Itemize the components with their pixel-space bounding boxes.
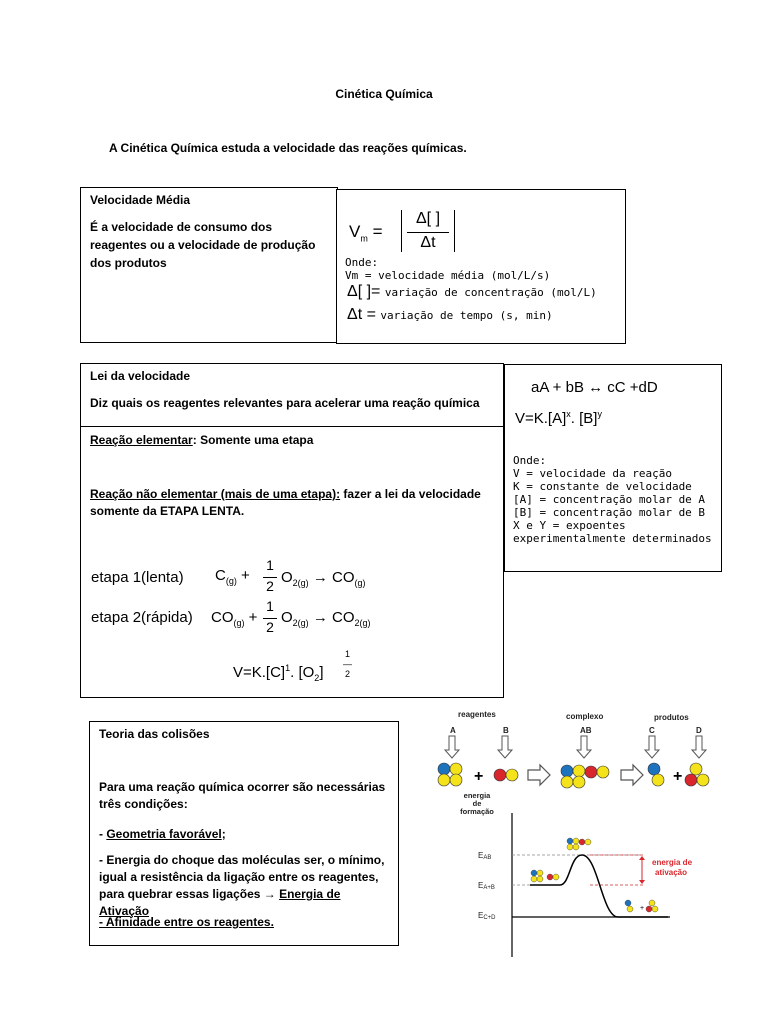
intro-text: A Cinética Química estuda a velocidade das reações químicas. [109, 141, 467, 155]
rate-law: $V=K.[A]^x$. $[B]^y$ [515, 409, 602, 427]
svg-text:+: + [474, 768, 484, 785]
etapa1-label: etapa 1(lenta) [91, 569, 184, 586]
etapa2-co: $CO_{(g)}$ + [211, 609, 258, 628]
onde-label: Onde: [345, 256, 379, 269]
velocidade-media-formula-box [336, 189, 626, 344]
lei-onde: Onde: [513, 454, 547, 467]
label-complexo: complexo [566, 712, 604, 721]
arrow-right-1 [528, 765, 550, 785]
arrow-down-c [645, 736, 659, 758]
collision-figure [430, 705, 720, 965]
graph-molecules [531, 838, 658, 912]
reacao-box [80, 426, 504, 698]
lei-def-0: V = velocidade da reação [513, 467, 672, 480]
colisoes-intro: Para uma reação química ocorrer são necessárias três condições: [99, 780, 386, 811]
page-title: Cinética Química [335, 87, 433, 101]
colisoes-box [89, 721, 399, 946]
ativacao-label-1: energia de [652, 858, 693, 867]
lei-def-3: [B] = concentração molar de B [513, 506, 706, 519]
half-den-2: 2 [266, 619, 274, 635]
label-c: C [649, 726, 655, 735]
colisoes-item2: - Energia do choque das moléculas ser, o mínimo, igual a resistência da ligação entre os reagentes, para quebrar essas ligações → Energia de Ativação [99, 853, 385, 918]
velocidade-media-box [80, 187, 338, 343]
reaction-equation: aA + bB ↔ cC +dD [531, 379, 658, 396]
fraction-line [407, 232, 449, 233]
svg-text:+: + [640, 905, 645, 912]
label-b: B [503, 726, 509, 735]
final-rate-law: $V=K.[C]^1$. $[O_2]$ [233, 663, 324, 683]
lei-velocidade-formula-box [504, 364, 722, 572]
delta-t: Δt [420, 234, 436, 251]
energia-label-1: energia [463, 791, 491, 800]
label-a: A [450, 726, 456, 735]
lei-velocidade-description: Diz quais os reagentes relevantes para acelerar uma reação química [90, 396, 480, 410]
colisoes-item1: - Geometria favorável; [99, 827, 226, 841]
lei-def-4: X e Y = expoentes [513, 519, 626, 532]
lei-def-2: [A] = concentração molar de A [513, 493, 706, 506]
delta-conc: Δ[ ] [415, 210, 441, 227]
reacao-nao-elementar: Reação não elementar (mais de uma etapa): fazer a lei da velocidade somente da ETAPA LENTA. [90, 487, 481, 518]
def-delta-t: Δt = variação de tempo (s, min) [347, 306, 553, 323]
etapa1-rest: $O_{2(g)} \to CO_{(g)}$ [281, 569, 366, 588]
label-d: D [696, 726, 702, 735]
def-vm: Vm = velocidade média (mol/L/s) [345, 269, 551, 282]
reacao-elementar: Reação elementar: Somente uma etapa [90, 433, 314, 447]
lei-def-1: K = constante de velocidade [513, 480, 692, 493]
label-reagentes: reagentes [458, 710, 496, 719]
colisoes-heading: Teoria das colisões [99, 727, 210, 741]
energia-label-3: formação [460, 807, 494, 816]
half-exponent: 1 — 2 [343, 649, 352, 679]
arrow-down-ab [577, 736, 591, 758]
etapa2-rest: $O_{2(g)} \to CO_{2(g)}$ [281, 609, 371, 628]
lei-velocidade-box [80, 363, 504, 427]
down-arrows [445, 736, 706, 758]
velocidade-media-description: É a velocidade de consumo dos reagentes ou a velocidade de produção dos produtos [90, 220, 316, 270]
velocidade-media-heading: Velocidade Média [90, 193, 191, 207]
label-produtos: produtos [654, 713, 689, 722]
half-den-1: 2 [266, 578, 274, 594]
ativacao-label-2: ativação [655, 868, 688, 877]
ecpd-label: EC+D [478, 911, 496, 921]
arrow-down-b [498, 736, 512, 758]
half-num-1: 1 [266, 557, 274, 573]
arrow-down-d [692, 736, 706, 758]
eapb-label: EA+B [478, 881, 495, 891]
half-num-2: 1 [266, 598, 274, 614]
arrow-down-a [445, 736, 459, 758]
arrow-right-2 [621, 765, 643, 785]
svg-text:+: + [673, 768, 683, 785]
etapa1-c: $C_{(g)}$ + [215, 567, 250, 586]
eab-label: EAB [478, 851, 492, 861]
energia-label-2: de [472, 799, 482, 808]
colisoes-item3: - Afinidade entre os reagentes. [99, 915, 274, 929]
lei-velocidade-heading: Lei da velocidade [90, 369, 191, 383]
etapa2-label: etapa 2(rápida) [91, 609, 193, 626]
label-ab: AB [580, 726, 592, 735]
def-delta-conc: Δ[ ]= variação de concentração (mol/L) [347, 283, 597, 300]
lei-def-5: experimentalmente determinados [513, 532, 712, 545]
vm-formula: $V_m$ = [349, 222, 383, 244]
